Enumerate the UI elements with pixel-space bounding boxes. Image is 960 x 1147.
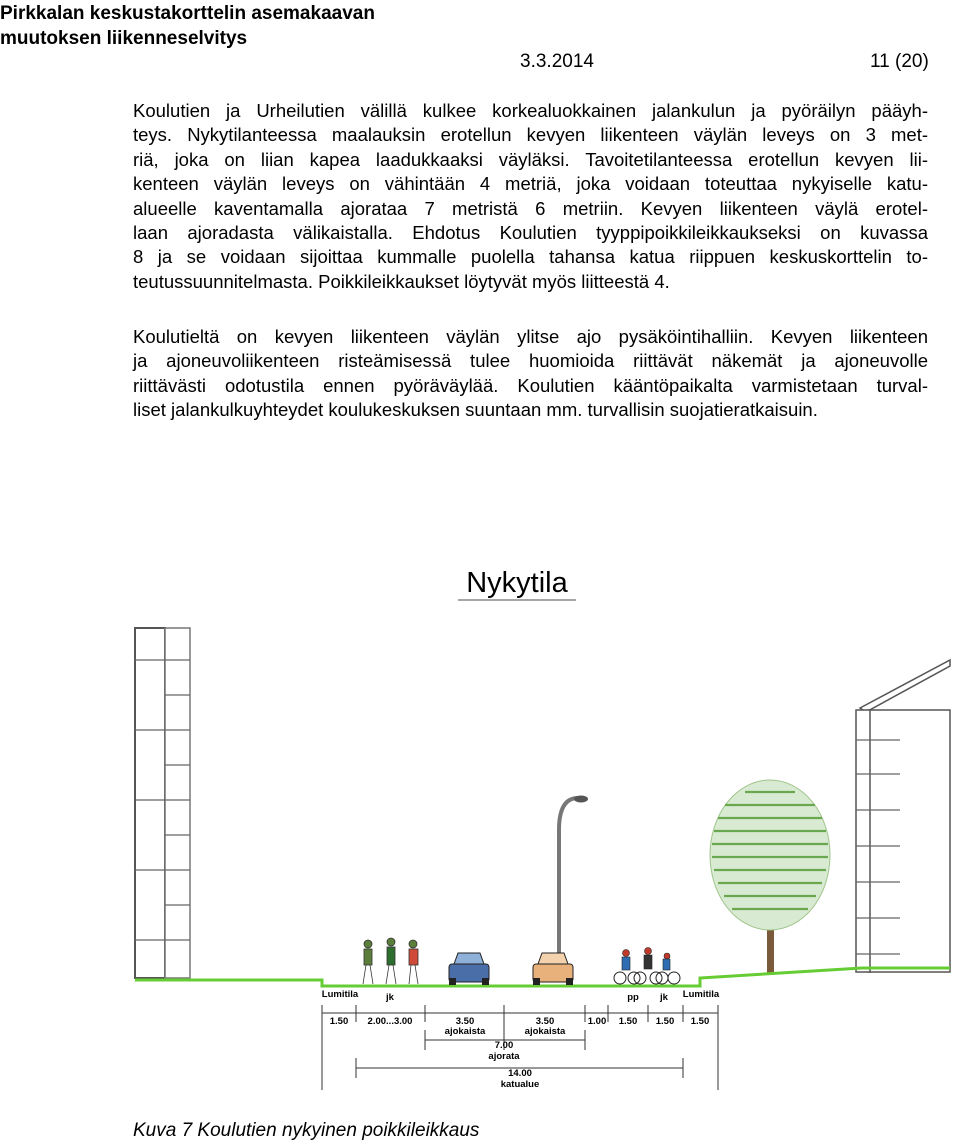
lane-label: ajokaista xyxy=(524,1026,566,1037)
paragraph-line: Koulutien ja Urheilutien välillä kulkee korkealuokkainen jalankulun ja pyöräilyn pääyh- xyxy=(133,100,928,121)
dimension-value: 3.50 xyxy=(455,1016,475,1027)
paragraph-line: 8 ja se voidaan sijoittaa kummalle puolella tahansa katua riippuen keskuskorttelin to- xyxy=(133,246,928,268)
ajorata-label: ajorata xyxy=(488,1051,520,1062)
document-date: 3.3.2014 xyxy=(520,51,594,72)
car-left-icon xyxy=(449,953,489,985)
paragraph-line: teys. Nykytilanteessa maalauksin erotellun kevyen liikenteen väylän leveys on 3 met- xyxy=(133,124,928,146)
document-title xyxy=(0,1,375,51)
dimension-value: 1.50 xyxy=(690,1016,710,1027)
paragraph-line: riä, joka on liian kapea laadukkaaksi väyläksi. Tavoitetilanteessa erotellun kevyen lii- xyxy=(133,148,928,170)
dimension-value: 1.50 xyxy=(329,1016,349,1027)
paragraph-line: laan ajoradasta välikaistalla. Ehdotus Koulutien tyyppipoikkileikkaukseksi on kuvassa xyxy=(133,222,928,244)
street-lamp xyxy=(559,796,588,973)
body-paragraph-1 xyxy=(133,99,928,294)
pedestrians-icon xyxy=(363,938,418,984)
dimension-value: 1.00 xyxy=(587,1016,607,1027)
dimension-value: 2.00...3.00 xyxy=(367,1016,413,1027)
paragraph-line: riittävästi odotustila ennen pyöräväylää. Koulutien kääntöpaikalta varmistetaan turval- xyxy=(133,374,928,396)
katualue-label: katualue xyxy=(500,1079,540,1090)
paragraph-line: kenteen väylän leveys on vähintään 4 metriä, joka voidaan toteuttaa nykyiselle katu- xyxy=(133,173,928,195)
car-right-icon xyxy=(533,953,573,985)
paragraph-line: teutussuunnitelmasta. Poikkileikkaukset löytyvät myös liitteestä 4. xyxy=(133,270,670,292)
zone-label-lumitila-left: Lumitila xyxy=(321,989,359,1000)
katualue-value: 14.00 xyxy=(508,1068,532,1079)
figure-caption: Kuva 7 Koulutien nykyinen poikkileikkaus xyxy=(133,1120,480,1141)
paragraph-line: liset jalankulkuyhteydet koulukeskuksen suuntaan mm. turvallisin suojatieratkaisuin. xyxy=(133,399,818,421)
dimension-value: 1.50 xyxy=(618,1016,638,1027)
figure-title: Nykytila xyxy=(466,567,568,599)
document-title-line-1: Pirkkalan keskustakorttelin asemakaavan xyxy=(0,3,375,24)
zone-label-lumitila-right: Lumitila xyxy=(682,989,720,1000)
street-cross-section-figure xyxy=(0,560,960,1120)
dimension-value: 1.50 xyxy=(655,1016,675,1027)
body-paragraph-2 xyxy=(133,325,928,423)
zone-label-jk-right: jk xyxy=(660,992,668,1003)
cyclists-icon xyxy=(614,948,680,985)
document-title-line-2: muutoksen liikenneselvitys xyxy=(0,28,248,49)
left-building xyxy=(135,628,190,978)
ajorata-value: 7.00 xyxy=(494,1040,514,1051)
paragraph-line: alueelle kaventamalla ajorataa 7 metristä 6 metriin. Kevyen liikenteen väylä erotel- xyxy=(133,197,928,219)
page-number: 11 (20) xyxy=(870,51,929,72)
paragraph-line: Koulutieltä on kevyen liikenteen väylän ylitse ajo pysäköintihalliin. Kevyen liikenteen xyxy=(133,326,928,347)
zone-label-pp: pp xyxy=(627,992,639,1003)
dimension-value: 3.50 xyxy=(535,1016,555,1027)
zone-label-jk: jk xyxy=(386,992,394,1003)
right-building xyxy=(856,660,950,972)
tree-illustration xyxy=(710,780,830,975)
lane-label: ajokaista xyxy=(444,1026,486,1037)
paragraph-line: ja ajoneuvoliikenteen risteämisessä tulee huomioida riittävät näkemät ja ajoneuvolle xyxy=(133,350,928,372)
